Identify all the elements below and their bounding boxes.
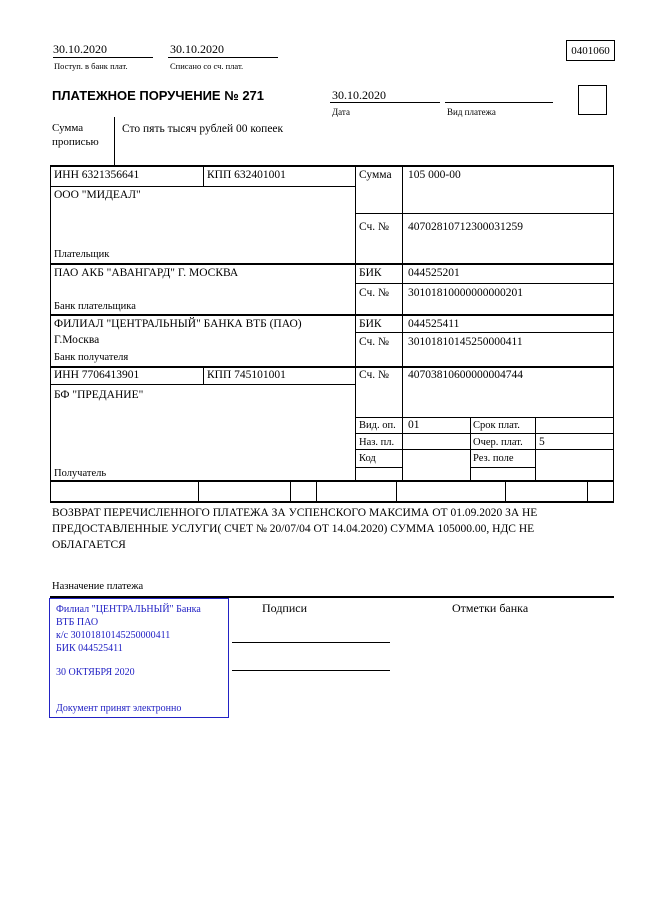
tax-field-divider-5 <box>505 480 506 501</box>
tax-field-divider-4 <box>396 480 397 501</box>
payee-bank-name-line1: ФИЛИАЛ "ЦЕНТРАЛЬНЫЙ" БАНКА ВТБ (ПАО) <box>54 318 302 330</box>
payee-section-line <box>50 480 614 482</box>
payee-bank-section-line <box>50 366 614 368</box>
amount-row-line <box>355 213 614 214</box>
payer-bank-section-line <box>50 314 614 316</box>
amount-words-value: Сто пять тысяч рублей 00 копеек <box>122 123 284 135</box>
table-left-border <box>50 165 51 503</box>
payee-bank-section-label: Банк получателя <box>54 352 129 363</box>
form-code: 0401060 <box>571 44 610 57</box>
payee-bank-account-label: Сч. № <box>359 336 390 348</box>
table-top-line <box>50 165 614 167</box>
payee-inn: ИНН 7706413901 <box>54 369 140 381</box>
debited-from-account-label: Списано со сч. плат. <box>170 61 244 71</box>
received-in-bank-label: Поступ. в банк плат. <box>54 61 128 71</box>
amount-value: 105 000-00 <box>408 169 461 181</box>
operation-col3-line <box>535 417 536 480</box>
vid-op-value: 01 <box>408 419 420 431</box>
document-date-label: Дата <box>332 107 350 117</box>
amount-words-label: Сумма прописью <box>52 122 99 148</box>
payer-bank-name: ПАО АКБ "АВАНГАРД" Г. МОСКВА <box>54 267 239 279</box>
srok-plat-label: Срок плат. <box>473 420 520 431</box>
payment-purpose-text: ВОЗВРАТ ПЕРЕЧИСЛЕННОГО ПЛАТЕЖА ЗА УСПЕНСКОГО МАКСИМА ОТ 01.09.2020 ЗА НЕ ПРЕДОСТАВЛЕННЫЕ УСЛУГИ( СЧЕТ № 20/07/04 ОТ 14.04.2020) СУММА 105000.00, НДС НЕ ОБЛАГАЕТСЯ <box>52 507 538 551</box>
payer-inn-kpp-divider <box>203 166 204 186</box>
signature-line-1 <box>232 642 390 643</box>
document-date-underline <box>330 102 440 103</box>
tax-field-divider-2 <box>290 480 291 501</box>
operation-row1-line <box>355 433 614 434</box>
label-column-right-line <box>402 166 403 480</box>
stamp-bik: БИК 044525411 <box>56 643 123 654</box>
payee-bank-account-value: 30101810145250000411 <box>408 336 523 348</box>
payer-bank-bik-value: 044525201 <box>408 267 460 279</box>
payee-name: БФ "ПРЕДАНИЕ" <box>54 389 144 401</box>
tax-field-divider-6 <box>587 480 588 501</box>
document-date: 30.10.2020 <box>332 88 386 102</box>
payer-bank-account-value: 30101810000000000201 <box>408 287 523 299</box>
payee-bank-bik-label: БИК <box>359 318 382 330</box>
payer-account-label: Сч. № <box>359 221 390 233</box>
payee-bank-bik-line <box>355 332 614 333</box>
debited-from-account-date: 30.10.2020 <box>170 42 224 56</box>
label-column-left-line <box>355 166 356 480</box>
stamp-note: Документ принят электронно <box>56 703 182 714</box>
operation-table-top-line <box>355 417 614 418</box>
payee-account-value: 40703810600000004744 <box>408 369 523 381</box>
amount-label: Сумма <box>359 169 392 181</box>
debited-date-underline <box>168 57 278 58</box>
payee-inn-row-line <box>50 384 355 385</box>
payer-name: ООО "МИДЕАЛ" <box>54 189 141 201</box>
stamp-corr-account: к/с 30101810145250000411 <box>56 630 171 641</box>
stamp-date: 30 ОКТЯБРЯ 2020 <box>56 667 135 678</box>
kod-cell-line <box>355 467 402 468</box>
payee-bank-name-line2: Г.Москва <box>54 334 100 346</box>
payment-kind-label: Вид платежа <box>447 107 496 117</box>
payer-bank-section-label: Банк плательщика <box>54 301 136 312</box>
naz-pl-label: Наз. пл. <box>359 437 395 448</box>
table-right-border <box>613 165 614 503</box>
payee-bank-bik-value: 044525411 <box>408 318 460 330</box>
payer-section-line <box>50 263 614 265</box>
vid-op-label: Вид. оп. <box>359 420 396 431</box>
received-in-bank-date: 30.10.2020 <box>53 42 107 56</box>
payer-inn-row-line <box>50 186 355 187</box>
payer-bank-account-label: Сч. № <box>359 287 390 299</box>
stamp-spacer <box>56 655 222 666</box>
tax-field-divider-1 <box>198 480 199 501</box>
payment-kind-box <box>578 85 607 115</box>
payee-section-label: Получатель <box>54 468 107 479</box>
signature-line-2 <box>232 670 390 671</box>
document-title: ПЛАТЕЖНОЕ ПОРУЧЕНИЕ № 271 <box>52 88 265 103</box>
ocher-plat-value: 5 <box>539 436 545 448</box>
tax-fields-bottom-line <box>50 501 614 503</box>
payer-section-label: Плательщик <box>54 249 110 260</box>
stamp-bank-name-line1: Филиал "ЦЕНТРАЛЬНЫЙ" Банка <box>56 604 201 615</box>
payer-account-value: 40702810712300031259 <box>408 221 523 233</box>
payer-bank-bik-label: БИК <box>359 267 382 279</box>
payer-bank-bik-line <box>355 283 614 284</box>
payer-inn: ИНН 6321356641 <box>54 169 140 181</box>
rez-pole-cell-line <box>470 467 535 468</box>
payee-account-label: Сч. № <box>359 369 390 381</box>
rez-pole-label: Рез. поле <box>473 453 514 464</box>
bank-marks-label: Отметки банка <box>452 601 529 615</box>
received-date-underline <box>53 57 153 58</box>
payment-kind-underline <box>445 102 553 103</box>
payment-purpose-label: Назначение платежа <box>52 581 144 592</box>
payee-kpp: КПП 745101001 <box>207 369 286 381</box>
payer-kpp: КПП 632401001 <box>207 169 286 181</box>
operation-row2-line <box>355 449 614 450</box>
stamp-bank-name-line2: ВТБ ПАО <box>56 617 99 628</box>
kod-label: Код <box>359 453 376 464</box>
form-code-box <box>566 40 615 61</box>
amount-words-divider <box>114 117 115 165</box>
tax-field-divider-3 <box>316 480 317 501</box>
signatures-label: Подписи <box>262 601 308 615</box>
operation-col2-line <box>470 417 471 480</box>
ocher-plat-label: Очер. плат. <box>473 437 523 448</box>
bank-stamp <box>49 598 229 718</box>
payee-inn-kpp-divider <box>203 366 204 384</box>
